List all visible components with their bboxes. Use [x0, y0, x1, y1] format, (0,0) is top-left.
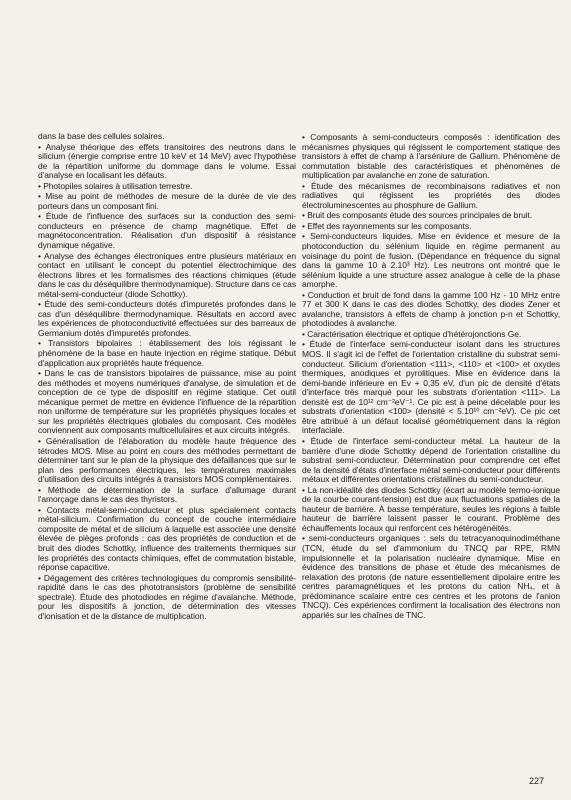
paragraph: • Analyse théorique des effets transitoires des neutrons dans le silicium (énergie comprise entre 10 keV et 14 MeV) avec l'hypothèse de la répartition uniforme du dommage dans le volume. Essai d'analyse en localisant les défauts. [38, 141, 296, 181]
paragraph: • Dégagement des critères technologiques du compromis sensibilité-rapidité dans le cas des phototransistors (problème de sensibilité spectrale). Étude des photodiodes en régime d'avalanche. Méthode, pour les dispositifs à jonction, de détermination des vitesses d'ionisation et de la distance de multiplication. [38, 572, 296, 621]
paragraph: • Semi-conducteurs liquides. Mise en évidence et mesure de la photoconduction du sélénium liquide en régime permanent au voisinage du point de fusion. (Dépendance en fréquence du signal dans la gamme 10 à 2.10³ Hz). Les neutrons ont montré que le sélénium liquide a une structure assez analogue à celle de la phase amorphe. [302, 231, 560, 290]
paragraph: • Généralisation de l'élaboration du modèle haute fréquence des tétrodes MOS. Mise au point en cours des méthodes permettant de déterminer tant sur le plan de la physique des défaillances que sur le plan des performances électriques, les températures maximales d'utilisation des circuits intégrés à transistors MOS complémentaires. [38, 435, 296, 485]
paragraph: • La non-idéalité des diodes Schottky (écart au modèle termo-ionique de la courbe courant-tension) est due aux fluctuations spatiales de la hauteur de barrière. À basse température, seules les régions à faible hauteur de barrière laissent passer le courant. Problème des échauffements locaux qui renforcent ces hétérogénéités. [302, 484, 560, 533]
paragraph: • Analyse des échanges électroniques entre plusieurs matériaux en contact en utilisant le concept du potentiel électrochimique des électrons libres et les formalismes des réactions chimiques (étude dans le cas du déséquilibre thermodynamique). Structure dans ce cas métal-semi-conducteur (diode Schottky). [38, 250, 296, 299]
paragraph: • Contacts métal-semi-conducteur et plus spécialement contacts métal-silicium. Confirmation du concept de couche intermédiaire composite de métal et de silicium à laquelle est associée une densité élevée de pièges profonds : cas des propriétés de conduction et de bruit des diodes Schottky, influence des traitements thermiques sur les propriétés des contacts chimiques, effet de commutation bistable, réponse capacitive. [38, 504, 296, 573]
paragraph: • Bruit des composants étude des sources principales de bruit. [302, 210, 533, 221]
left-column [38, 132, 296, 622]
paragraph: • Étude de l'influence des surfaces sur la conduction des semi-conducteurs en présence de champ magnétique. Effet de magnétoconcentration. Réalisation d'un dispositif à résistance dynamique négative. [38, 211, 296, 251]
paragraph: • Caractérisation électrique et optique d'hétérojonctions Ge. [302, 328, 522, 339]
paragraph: • Mise au point de méthodes de mesure de la durée de vie des porteurs dans un composant fini. [38, 191, 296, 211]
paragraph: • Étude des mécanismes de recombinaisons radiatives et non radiatives qui régissent les propriétés des diodes électroluminescentes au phosphure de Gallium. [302, 180, 560, 210]
paragraph: • Étude des semi-conducteurs dotés d'impuretés profondes dans le cas d'un déséquilibre thermodynamique. Résultats en accord avec les expériences de photoconductivité effectuées sur des barreaux de Germanium dotés d'impuretés profondes. [38, 299, 296, 338]
right-column [302, 133, 560, 621]
paragraph: • Étude de l'interface semi-conducteur isolant dans les structures MOS. Il s'agit ici de l'effet de l'orientation cristalline du substrat semi-conducteur. Silicium d'orientation <111>, <110> et <100> et oxydes thermiques, anodiques et pyrolitiques. Mise en évidence dans la demi-bande inférieure en Ev + 0,35 eV, d'un pic de densité d'états d'interface très marqué pour les substrats d'orientation <111>. La densité est de 10¹² cm⁻²eV⁻¹. Ce pic est à peine décelable pour les substrats d'orientation <100> (densité < 5.10¹⁰ cm⁻²eV). Ce pic cet être attribué à un défaut localisé géométriquement dans la région interfaciale. [302, 339, 560, 436]
paragraph: • Composants à semi-conducteurs composés : identification des mécanismes physiques qui régissent le comportement statique des transistors à effet de champ à l'arséniure de Gallium. Phénomène de commutation bistable des caractéristiques et phénomènes de multiplication par avalanche en zone de saturation. [302, 132, 560, 181]
page-number: 227 [529, 776, 545, 786]
paragraph: • Effet des rayonnements sur les composants. [302, 220, 472, 231]
paragraph: • Méthode de détermination de la surface d'allumage durant l'amorçage dans le cas des thyristors. [38, 484, 296, 505]
paragraph: dans la base des cellules solaires. [38, 131, 165, 141]
paragraph: • Dans le cas de transistors bipolaires de puissance, mise au point des méthodes et moyens numériques d'analyse, de simulation et de conception de ce type de dispositif en régime statique. Cet outil mécanique permet de mettre en évidence l'influence de la répartition non uniforme de température sur les propriétés physiques locales et sur les propriétés électriques globales du composant. Ces modèles conviennent aux composants multicellulaires et aux circuits intégrés. [38, 368, 296, 436]
paragraph: • Photopiles solaires à utilisation terrestre. [38, 180, 193, 191]
paragraph: • semi-conducteurs organiques : sels du tetracyanoquinodiméthane (TCN, étude du sel d'ammonium du TNCQ par RPE, RMN impulsionnelle et la polarisation nucléaire dynamique. Mise en évidence des transitions de phase et étude des mécanismes de relaxation des protons (de nature essentiellement dipolaire entre les centres paramagnétiques et les protons du cation NH₄, et à prédominance scalaire entre ces centres et les protons de l'anion TNCQ). Ces expériences confirment la localisation des électrons non appariés sur les chaînes de TNC. [302, 533, 560, 620]
paragraph: • Transistors bipolaires : établissement des lois régissant le phénomène de la base en haute injection en régime statique. Début d'application aux propriétés haute fréquence. [38, 338, 296, 368]
paragraph: • Étude de l'interface semi-conducteur métal. La hauteur de la barrière d'une diode Schottky dépend de l'orientation cristalline du substrat semi-conducteur. Détermination pour comprendre cet effet de la densité d'états d'interface métal semi-conducteur pour différents métaux et différentes orientations cristallines du semi-conducteur. [302, 435, 560, 485]
paragraph: • Conduction et bruit de fond dans la gamme 100 Hz - 10 MHz entre 77 et 300 K dans le cas des diodes Schottky, des diodes Zener et avalanche, transistors à effets de champ à jonction p-n et Schottky, photodiodes à avalanche. [302, 289, 560, 329]
